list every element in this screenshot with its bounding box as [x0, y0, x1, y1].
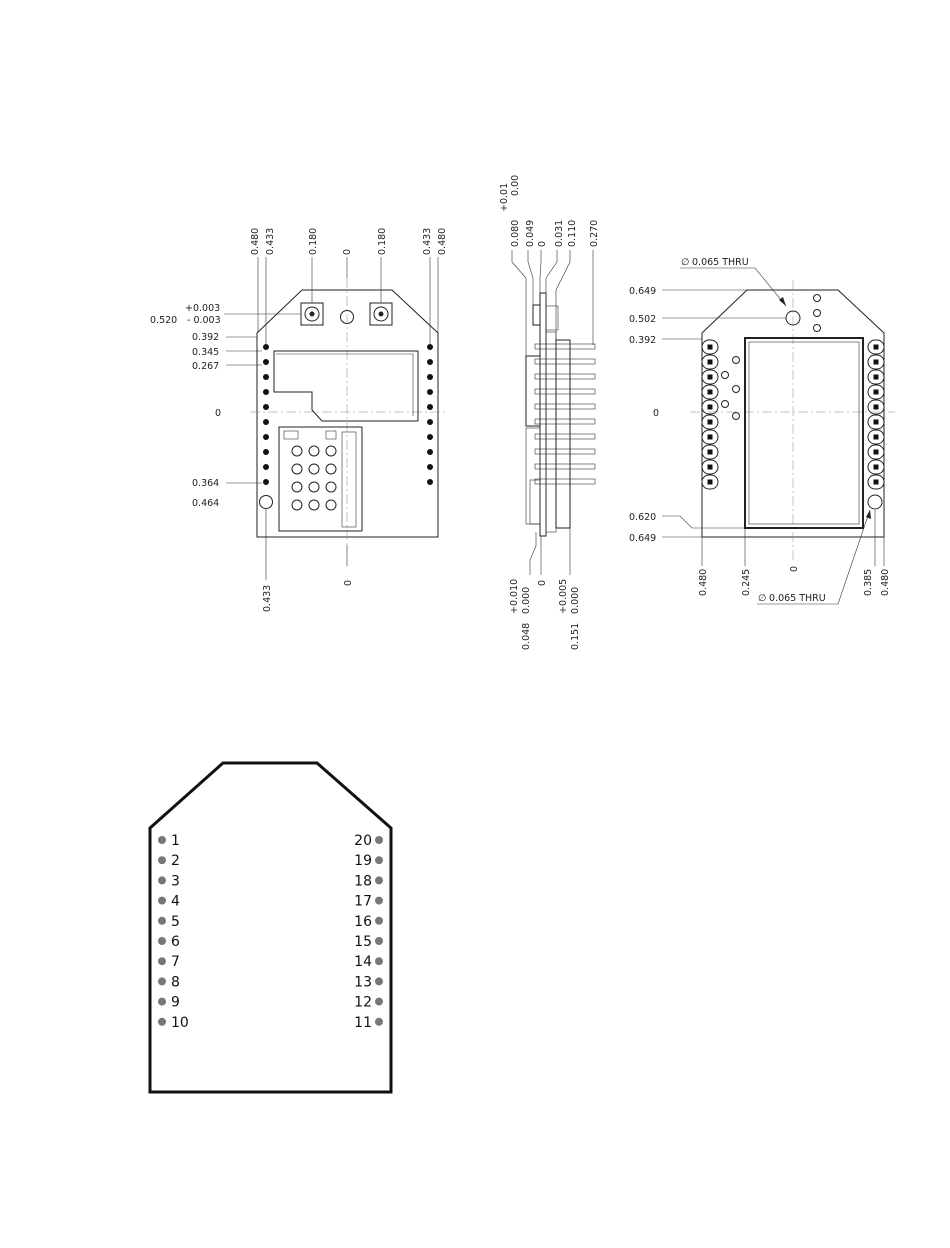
side-top-dim-6: 0.270	[589, 219, 600, 247]
front-dim-0364: 0.364	[192, 478, 220, 489]
front-pin-dot	[427, 419, 433, 425]
pin-dot	[375, 876, 383, 884]
back-label-area	[745, 338, 863, 528]
sim-pad	[292, 464, 302, 474]
front-dim-0: 0	[215, 408, 222, 419]
front-dim-0345: 0.345	[192, 347, 220, 358]
pin-label-right: 17	[354, 893, 372, 910]
back-pad-square	[708, 345, 713, 350]
front-top-dim-2: 0.433	[265, 227, 276, 255]
front-pin-dot	[427, 359, 433, 365]
uf-l-connector-left	[301, 303, 323, 325]
front-pin-dot	[263, 389, 269, 395]
front-top-dim-7: 0.480	[437, 227, 448, 255]
pin-label-right: 11	[354, 1014, 372, 1031]
side-bottom-tol-b-zero: 0.000	[570, 586, 581, 614]
back-dim-0649-top: 0.649	[629, 286, 657, 297]
back-pad-square	[708, 465, 713, 470]
pin-dot	[375, 998, 383, 1006]
sim-pad	[326, 446, 336, 456]
front-pin-dot	[427, 479, 433, 485]
front-left-dimensions	[150, 303, 301, 509]
back-dim-0649-bottom: 0.649	[629, 533, 657, 544]
back-pad-square	[874, 450, 879, 455]
side-pin	[535, 389, 595, 394]
sim-pad	[309, 464, 319, 474]
front-dim-0520: 0.520	[150, 315, 178, 326]
back-pad-square	[708, 435, 713, 440]
front-top-dim-5: 0.180	[377, 227, 388, 255]
sim-contact-pads	[292, 446, 336, 510]
pin-dot	[375, 957, 383, 965]
side-header-pins	[535, 344, 595, 484]
front-bottom-dim-2: 0	[343, 579, 354, 586]
side-bottom-tol-a-plus: +0.010	[509, 578, 520, 614]
side-top-dim-5: 0.110	[567, 219, 578, 247]
side-view	[499, 175, 600, 650]
pin-label-left: 4	[171, 893, 180, 910]
side-pin	[535, 434, 595, 439]
front-top-dim-6: 0.433	[422, 227, 433, 255]
side-bottom-zero: 0	[537, 579, 548, 586]
sim-pad	[309, 500, 319, 510]
side-top-dim-1: 0.080	[510, 219, 521, 247]
pin-dot	[158, 1018, 166, 1026]
side-bottom-dim-1: 0.048	[521, 622, 532, 650]
sim-pad	[326, 482, 336, 492]
front-pin-dot	[263, 434, 269, 440]
back-bottom-dim-2: 0.245	[741, 568, 752, 596]
pin-label-right: 12	[354, 994, 372, 1011]
front-pin-dot	[263, 374, 269, 380]
front-pin-dot	[427, 374, 433, 380]
back-pad-square	[874, 480, 879, 485]
back-bottom-dim-4: 0.385	[863, 568, 874, 596]
sim-pad	[292, 482, 302, 492]
back-pad-square	[874, 405, 879, 410]
sim-pad	[309, 446, 319, 456]
side-top-tol-zero: 0.00	[510, 174, 521, 196]
side-pin	[535, 344, 595, 349]
front-pin-dot	[427, 344, 433, 350]
front-pin-dot	[263, 464, 269, 470]
side-bottom-dimensions	[509, 528, 581, 650]
side-top-dimensions	[499, 175, 600, 356]
pin-label-right: 15	[354, 934, 372, 950]
sim-card-slot	[279, 427, 362, 531]
back-bottom-dim-1: 0.480	[698, 568, 709, 596]
back-hole-callout-top-text: 0.065 THRU	[692, 257, 749, 268]
pin-dot	[375, 836, 383, 844]
front-tol-minus: - 0.003	[187, 315, 221, 326]
rf-shield	[274, 351, 418, 421]
back-bottom-dim-5: 0.480	[880, 568, 891, 596]
side-pin	[535, 419, 595, 424]
front-pin-dot	[427, 464, 433, 470]
pin-label-left: 5	[171, 913, 180, 930]
side-pin	[535, 359, 595, 364]
front-bottom-dim-1: 0.433	[262, 584, 273, 612]
pin-label-right: 19	[354, 853, 372, 870]
pin-dot	[158, 856, 166, 864]
uf-l-connector-right	[370, 303, 392, 325]
pin-dot	[158, 836, 166, 844]
side-top-tol-plus: +0.01	[499, 182, 510, 212]
back-dim-0: 0	[653, 408, 660, 419]
front-view	[150, 228, 448, 612]
pin-dot	[158, 998, 166, 1006]
sim-pad	[292, 500, 302, 510]
pin-label-right: 20	[354, 833, 372, 849]
pin-label-left: 7	[171, 954, 180, 971]
side-pin	[535, 479, 595, 484]
diameter-symbol-bottom-icon: ∅	[758, 593, 767, 604]
front-top-dimensions	[250, 228, 448, 344]
pin-label-right: 13	[354, 974, 372, 991]
pin-dot	[158, 977, 166, 985]
front-pin-dot	[263, 359, 269, 365]
back-pad-square	[874, 375, 879, 380]
front-pin-dot	[263, 344, 269, 350]
side-top-dim-3: 0	[537, 240, 548, 247]
pin-label-left: 10	[171, 1014, 189, 1031]
pin-dot	[375, 937, 383, 945]
pin-label-left: 3	[171, 873, 180, 890]
pin-label-left: 6	[171, 934, 180, 950]
side-pin	[535, 464, 595, 469]
back-pad-square	[874, 435, 879, 440]
pin-dot	[158, 876, 166, 884]
back-pad-square	[874, 390, 879, 395]
front-pin-dot	[263, 404, 269, 410]
sim-pad	[292, 446, 302, 456]
back-pad-square	[708, 390, 713, 395]
pin-dot	[158, 917, 166, 925]
pin-dot	[158, 897, 166, 905]
front-dim-0267: 0.267	[192, 361, 220, 372]
back-hole-callout-bottom-text: 0.065 THRU	[769, 593, 826, 604]
front-bottom-dimensions	[262, 508, 354, 612]
front-top-dim-4: 0	[342, 248, 353, 255]
sim-pad	[326, 464, 336, 474]
pinout-left-column	[158, 833, 189, 1031]
side-bottom-tol-a-zero: 0.000	[521, 586, 532, 614]
front-pin-dot	[427, 434, 433, 440]
side-top-dim-2: 0.049	[525, 219, 536, 247]
back-pad-square	[874, 420, 879, 425]
side-top-dim-4: 0.031	[554, 219, 565, 247]
side-pin	[535, 374, 595, 379]
back-dim-0502: 0.502	[629, 314, 657, 325]
pin-label-left: 9	[171, 994, 180, 1011]
back-pad-square	[708, 405, 713, 410]
pinout-right-column	[354, 833, 383, 1031]
front-board-outline	[257, 290, 438, 537]
front-pin-dot	[427, 449, 433, 455]
back-view	[629, 257, 895, 604]
pin-label-left: 2	[171, 853, 180, 870]
back-mount-hole-bottom	[868, 495, 882, 509]
pin-label-right: 18	[354, 873, 372, 890]
back-pad-square	[874, 360, 879, 365]
pin-label-right: 14	[354, 954, 372, 971]
pin-dot	[158, 957, 166, 965]
back-hole-callout-top	[680, 257, 786, 306]
pin-dot	[375, 897, 383, 905]
side-board	[540, 293, 546, 536]
back-pad-square	[708, 450, 713, 455]
front-mount-hole	[260, 496, 273, 509]
back-dim-0392: 0.392	[629, 335, 657, 346]
pinout-diagram	[150, 763, 391, 1092]
side-bottom-tol-b-plus: +0.005	[558, 578, 569, 614]
sim-pad	[309, 482, 319, 492]
pin-dot	[375, 856, 383, 864]
pin-dot	[375, 1018, 383, 1026]
front-top-dim-1: 0.480	[250, 227, 261, 255]
side-pin	[535, 449, 595, 454]
front-dim-0464: 0.464	[192, 498, 220, 509]
back-pad-square	[708, 420, 713, 425]
front-pin-dot	[263, 419, 269, 425]
front-pin-dot	[263, 449, 269, 455]
back-pad-square	[874, 345, 879, 350]
front-top-dim-3: 0.180	[308, 227, 319, 255]
pin-label-right: 16	[354, 913, 372, 930]
back-pad-square	[708, 480, 713, 485]
back-bottom-dim-3: 0	[789, 565, 800, 572]
front-pin-dot	[427, 404, 433, 410]
back-pad-square	[708, 375, 713, 380]
pin-dot	[158, 937, 166, 945]
pin-dot	[375, 917, 383, 925]
diameter-symbol-top-icon: ∅	[681, 257, 690, 268]
pin-label-left: 1	[171, 833, 180, 849]
back-pad-square	[874, 465, 879, 470]
pin-label-left: 8	[171, 974, 180, 991]
front-pin-dot	[427, 389, 433, 395]
side-pin	[535, 404, 595, 409]
front-header-pins	[263, 344, 433, 485]
sim-pad	[326, 500, 336, 510]
pin-dot	[375, 977, 383, 985]
front-pin-dot	[263, 479, 269, 485]
front-dim-0392: 0.392	[192, 332, 220, 343]
side-bottom-dim-2: 0.151	[570, 622, 581, 650]
back-dim-0620: 0.620	[629, 512, 657, 523]
front-tol-plus: +0.003	[185, 303, 221, 314]
back-pad-square	[708, 360, 713, 365]
